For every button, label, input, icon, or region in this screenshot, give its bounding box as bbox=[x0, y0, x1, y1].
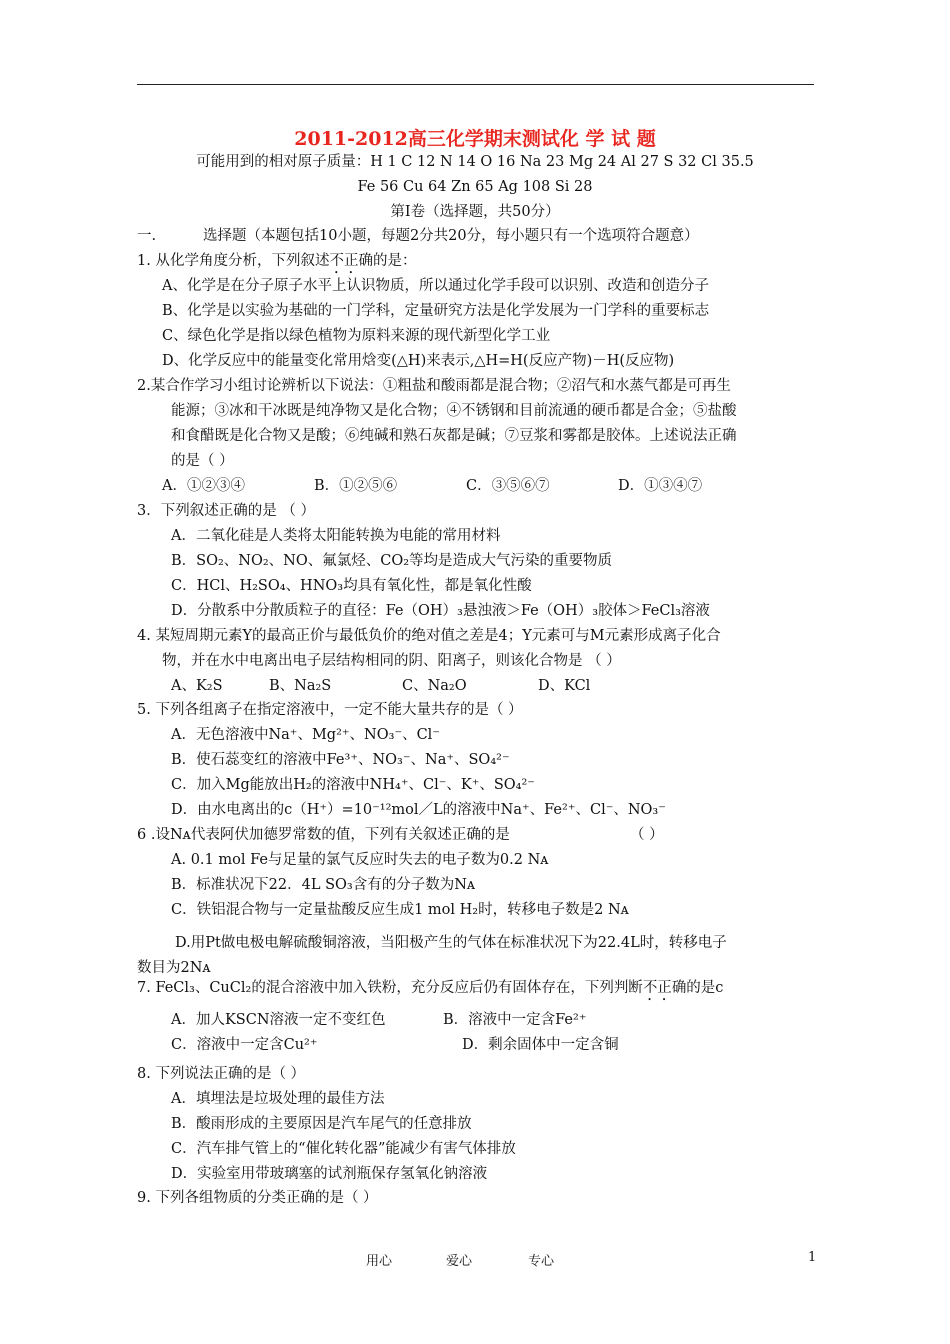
q8-stem: 8. 下列说法正确的是（ ） bbox=[137, 1066, 306, 1082]
q6-option-b: B．标准状况下22．4L SO₃含有的分子数为Nᴀ bbox=[171, 877, 476, 893]
q3-option-a: A．二氧化硅是人类将太阳能转换为电能的常用材料 bbox=[171, 528, 501, 544]
q1-stem-b: 确的是： bbox=[358, 253, 417, 269]
q3-option-b: B．SO₂、NO₂、NO、氟氯烃、CO₂等均是造成大气污染的重要物质 bbox=[171, 553, 613, 569]
q4-option-b: B、Na₂S bbox=[269, 678, 332, 694]
q1-stem-emphasis: 不正 bbox=[329, 253, 359, 269]
q9-stem: 9. 下列各组物质的分类正确的是（ ） bbox=[137, 1190, 378, 1206]
footer-word-1: 用心 bbox=[366, 1254, 393, 1269]
part1-title: 第Ⅰ卷（选择题，共50分） bbox=[390, 204, 560, 220]
q2-option-b: B．①②⑤⑥ bbox=[314, 478, 398, 494]
q1-option-d: D、化学反应中的能量变化常用焓变(△H)来表示,△H=H(反应产物)－H(反应物) bbox=[162, 353, 675, 369]
q8-option-c: C．汽车排气管上的“催化转化器”能减少有害气体排放 bbox=[171, 1141, 516, 1157]
q2-option-d: D．①③④⑦ bbox=[618, 478, 703, 494]
q2-option-c: C．③⑤⑥⑦ bbox=[466, 478, 550, 494]
q8-option-d: D．实验室用带玻璃塞的试剂瓶保存氢氧化钠溶液 bbox=[171, 1166, 488, 1182]
q7-stem bbox=[137, 978, 723, 1004]
q3-option-c: C．HCl、H₂SO₄、HNO₃均具有氧化性，都是氧化性酸 bbox=[171, 578, 532, 594]
header-rule bbox=[137, 84, 814, 85]
q4-option-c: C、Na₂O bbox=[402, 678, 467, 694]
q5-option-a: A．无色溶液中Na⁺、Mg²⁺、NO₃⁻、Cl⁻ bbox=[171, 727, 440, 743]
q4-line1: 4. 某短周期元素Y的最高正价与最低负价的绝对值之差是4；Y元素可与M元素形成离子化合 bbox=[137, 628, 721, 644]
q1-option-a: A、化学是在分子原子水平上认识物质，所以通过化学手段可以识别、改造和创造分子 bbox=[162, 278, 709, 294]
q5-option-d: D．由水电离出的c（H⁺）=10⁻¹²mol／L的溶液中Na⁺、Fe²⁺、Cl⁻、NO₃⁻ bbox=[171, 802, 666, 818]
q2-line2: 能源；③冰和干冰既是纯净物又是化合物；④不锈钢和目前流通的硬币都是合金；⑤盐酸 bbox=[171, 403, 737, 419]
q7-option-c: C．溶液中一定含Cu²⁺ bbox=[171, 1037, 318, 1053]
q6-stem: 6 .设Nᴀ代表阿伏加德罗常数的值，下列有关叙述正确的是 bbox=[137, 827, 510, 843]
q7-stem-b: 确的是c bbox=[671, 980, 724, 996]
q8-option-b: B．酸雨形成的主要原因是汽车尾气的任意排放 bbox=[171, 1116, 472, 1132]
q4-option-a: A、K₂S bbox=[171, 678, 223, 694]
q4-line2: 物，并在水中电离出电子层结构相同的阴、阳离子，则该化合物是 （ ） bbox=[162, 653, 621, 669]
q1-option-b: B、化学是以实验为基础的一门学科，定量研究方法是化学发展为一门学科的重要标志 bbox=[162, 303, 710, 319]
page-number: 1 bbox=[808, 1250, 817, 1265]
q3-option-d: D．分散系中分散质粒子的直径：Fe（OH）₃悬浊液＞Fe（OH）₃胶体＞FeCl₃溶液 bbox=[171, 603, 710, 619]
q1-stem-a: 1. 从化学角度分析，下列叙述 bbox=[137, 253, 330, 269]
q2-line3: 和食醋既是化合物又是酸；⑥纯碱和熟石灰都是碱；⑦豆浆和雾都是胶体。上述说法正确 bbox=[171, 428, 737, 444]
q6-option-d-line2: 数目为2Nᴀ bbox=[137, 960, 211, 976]
q6-answer-paren: （ ） bbox=[630, 827, 664, 843]
q8-option-a: A．填埋法是垃圾处理的最佳方法 bbox=[171, 1091, 385, 1107]
atomic-masses-line2: Fe 56 Cu 64 Zn 65 Ag 108 Si 28 bbox=[357, 179, 593, 195]
section1-heading: 选择题（本题包括10小题，每题2分共20分，每小题只有一个选项符合题意） bbox=[203, 228, 699, 244]
q2-option-a: A．①②③④ bbox=[162, 478, 245, 494]
section1-number: 一. bbox=[137, 228, 157, 244]
atomic-masses-line1: 可能用到的相对原子质量：H 1 C 12 N 14 O 16 Na 23 Mg 24 Al 27 S 32 Cl 35.5 bbox=[196, 154, 754, 170]
q2-line1: 2.某合作学习小组讨论辨析以下说法：①粗盐和酸雨都是混合物；②沼气和水蒸气都是可再生 bbox=[137, 378, 731, 394]
q5-stem: 5. 下列各组离子在指定溶液中，一定不能大量共存的是（ ） bbox=[137, 702, 523, 718]
q2-line4: 的是（ ） bbox=[171, 453, 234, 469]
q1-stem bbox=[137, 251, 416, 277]
footer-word-2: 爱心 bbox=[446, 1254, 473, 1269]
q7-stem-emphasis: 不正 bbox=[642, 980, 672, 996]
q6-option-d-line1: D.用Pt做电极电解硫酸铜溶液，当阳极产生的气体在标准状况下为22.4L时，转移电子 bbox=[175, 935, 727, 951]
q1-option-c: C、绿色化学是指以绿色植物为原料来源的现代新型化学工业 bbox=[162, 328, 551, 344]
page-title: 2011-2012高三化学期末测试化 学 试 题 bbox=[294, 128, 656, 150]
q5-option-c: C．加入Mg能放出H₂的溶液中NH₄⁺、Cl⁻、K⁺、SO₄²⁻ bbox=[171, 777, 535, 793]
q7-option-d: D．剩余固体中一定含铜 bbox=[462, 1037, 619, 1053]
footer-word-3: 专心 bbox=[528, 1254, 555, 1269]
q4-option-d: D、KCl bbox=[538, 678, 591, 694]
q6-option-c: C．铁铝混合物与一定量盐酸反应生成1 mol H₂时，转移电子数是2 Nᴀ bbox=[171, 902, 629, 918]
q7-stem-a: 7. FeCl₃、CuCl₂的混合溶液中加入铁粉，充分反应后仍有固体存在，下列判断 bbox=[137, 980, 643, 996]
q6-option-a: A. 0.1 mol Fe与足量的氯气反应时失去的电子数为0.2 Nᴀ bbox=[171, 852, 549, 868]
q5-option-b: B．使石蕊变红的溶液中Fe³⁺、NO₃⁻、Na⁺、SO₄²⁻ bbox=[171, 752, 510, 768]
q7-option-a: A．加人KSCN溶液一定不变红色 bbox=[171, 1012, 386, 1028]
q3-stem: 3．下列叙述正确的是 （ ） bbox=[137, 503, 315, 519]
q7-option-b: B．溶液中一定含Fe²⁺ bbox=[443, 1012, 587, 1028]
